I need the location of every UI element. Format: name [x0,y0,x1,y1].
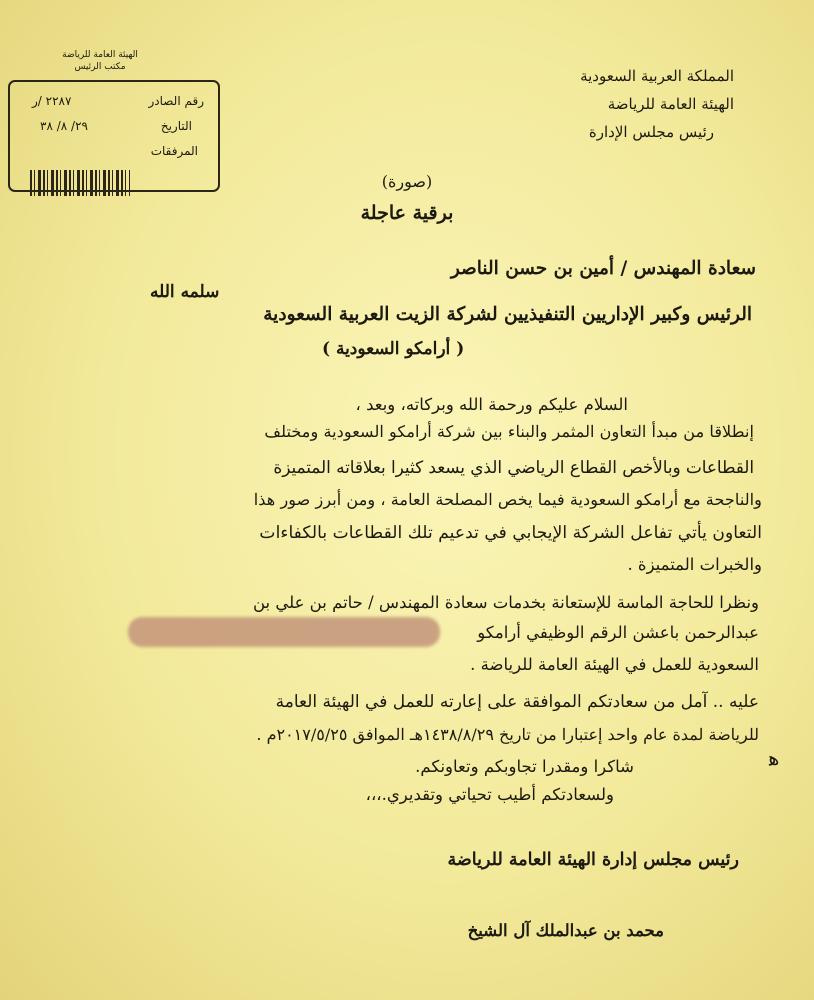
body-line-11: شاكرا ومقدرا تجاوبكم وتعاونكم. [415,757,634,776]
letterhead-country: المملكة العربية السعودية [580,67,734,85]
redaction-mark [128,617,440,647]
body-line-7: عبدالرحمن باعشن الرقم الوظيفي أرامكو [477,623,759,642]
letterhead [474,62,734,146]
copy-mark: (صورة) [381,172,433,191]
recipient-company: ( أرامكو السعودية ) [322,339,465,359]
recipient-name: سعادة المهندس / أمين بن حسن الناصر [450,258,756,279]
stamp-attachments-label: المرفقات [150,144,198,158]
letterhead-office: رئيس مجلس الإدارة [588,123,714,141]
stamp-date-label: التاريخ [160,119,192,133]
body-line-6: ونظرا للحاجة الماسة للإستعانة بخدمات سعادة المهندس / حاتم بن علي بن [252,593,759,612]
body-line-5: والخبرات المتميزة . [627,555,762,574]
body-line-3: والناجحة مع أرامكو السعودية فيما يخص المصلحة العامة ، ومن أبرز صور هذا [253,490,762,509]
stamp-org-line-2: مكتب الرئيس [74,62,126,72]
body-line-1: إنطلاقا من مبدأ التعاون المثمر والبناء بين شركة أرامكو السعودية ومختلف [264,422,754,441]
body-line-12: ولسعادتكم أطيب تحياتي وتقديري.،،، [365,785,614,804]
salutation: السلام عليكم ورحمة الله وبركاته، وبعد ، [355,395,628,414]
letterhead-authority: الهيئة العامة للرياضة [607,95,734,113]
document-title: برقية عاجلة [360,202,454,224]
body-line-4: التعاون يأتي تفاعل الشركة الإيجابي في تدعيم تلك القطاعات بالكفاءات [259,523,762,543]
stamp-ref-label: رقم الصادر [148,94,204,108]
recipient-position: الرئيس وكبير الإداريين التنفيذيين لشركة الزيت العربية السعودية [263,304,752,325]
handwritten-initials: ﻫ [765,745,781,771]
body-line-8: السعودية للعمل في الهيئة العامة للرياضة . [470,655,759,674]
signatory-name: محمد بن عبدالملك آل الشيخ [467,921,664,940]
recipient-greeting: سلمه الله [150,282,220,302]
body-line-10: للرياضة لمدة عام واحد إعتبارا من تاريخ ١٤٣٨/٨/٢٩هـ الموافق ٢٠١٧/٥/٢٥م . [256,725,759,744]
stamp-org-line-1: الهيئة العامة للرياضة [62,50,138,60]
stamp-ref-value: ٢٢٨٧ /ر [32,94,72,108]
body-line-2: القطاعات وبالأخص القطاع الرياضي الذي يسعد كثيرا بعلاقاته المتميزة [273,457,754,477]
stamp-date-value: ٢٩/ ٨/ ٣٨ [40,119,88,133]
body-line-9: عليه .. آمل من سعادتكم الموافقة على إعارته للعمل في الهيئة العامة [275,692,759,712]
signatory-title: رئيس مجلس إدارة الهيئة العامة للرياضة [447,850,739,870]
